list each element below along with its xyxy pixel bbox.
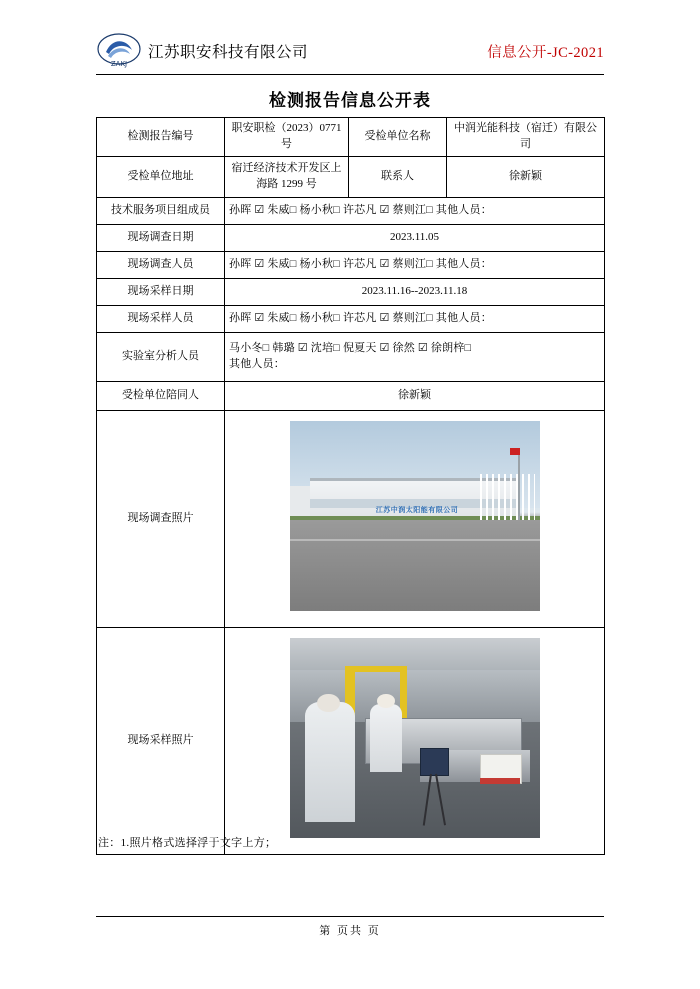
table-row <box>97 118 605 157</box>
cell-escort-label: 受检单位陪同人 <box>97 381 225 410</box>
cell-sampling-date-value: 2023.11.16--2023.11.18 <box>225 278 605 305</box>
photo-road-line <box>290 539 540 541</box>
cell-client-name-label: 受检单位名称 <box>349 118 447 157</box>
logo-text: ZAKJ <box>110 60 128 68</box>
header-divider <box>96 74 604 75</box>
table-row <box>97 332 605 381</box>
cell-sampling-photo <box>225 627 605 854</box>
photo-flag <box>510 448 520 455</box>
table-row <box>97 156 605 197</box>
cell-team-label: 技术服务项目组成员 <box>97 197 225 224</box>
cell-contact-value: 徐新颖 <box>447 156 605 197</box>
page-title: 检测报告信息公开表 <box>269 91 431 110</box>
lab-staff-line-1: 马小冬□ 韩璐 ☑ 沈培□ 倪夏天 ☑ 徐然 ☑ 徐朗梓□ <box>229 341 472 354</box>
table-row <box>97 305 605 332</box>
page-number: 第 页共 页 <box>319 925 381 937</box>
photo-ceiling <box>290 638 540 670</box>
table-row <box>97 278 605 305</box>
cell-survey-staff-label: 现场调查人员 <box>97 251 225 278</box>
cell-survey-photo <box>225 410 605 627</box>
photo-ground <box>290 520 540 611</box>
company-logo-icon <box>96 32 142 70</box>
doc-code: 信息公开-JC-2021 <box>487 44 604 61</box>
sampling-photo-image <box>290 638 540 838</box>
cell-sampling-photo-label: 现场采样照片 <box>97 627 225 854</box>
cell-team-value: 孙晖 ☑ 朱威□ 杨小秋□ 许芯凡 ☑ 蔡则江□ 其他人员： <box>225 197 605 224</box>
footnote: 注：1.照片格式选择浮于文字上方； <box>98 837 277 849</box>
cell-survey-date-value: 2023.11.05 <box>225 224 605 251</box>
cell-sampling-staff-value: 孙晖 ☑ 朱威□ 杨小秋□ 许芯凡 ☑ 蔡则江□ 其他人员： <box>225 305 605 332</box>
photo-machine-frame-top <box>345 666 408 672</box>
sampling-photo-frame <box>290 638 540 838</box>
table-row <box>97 627 605 854</box>
cell-survey-photo-label: 现场调查照片 <box>97 410 225 627</box>
survey-photo-image <box>290 421 540 611</box>
page-header <box>96 28 604 74</box>
footer-divider <box>96 916 604 917</box>
photo-sampling-instrument <box>420 748 450 776</box>
cell-sampling-date-label: 现场采样日期 <box>97 278 225 305</box>
info-table <box>96 117 605 855</box>
table-row <box>97 410 605 627</box>
company-name: 江苏职安科技有限公司 <box>148 44 309 61</box>
cell-survey-staff-value: 孙晖 ☑ 朱威□ 杨小秋□ 许芯凡 ☑ 蔡则江□ 其他人员： <box>225 251 605 278</box>
lab-staff-line-2: 其他人员： <box>229 357 285 370</box>
cell-report-no-label: 检测报告编号 <box>97 118 225 157</box>
survey-photo-frame <box>290 421 540 611</box>
photo-worker-background <box>370 704 403 772</box>
cell-report-no-value: 职安职检（2023）0771 号 <box>225 118 349 157</box>
cell-lab-staff-label: 实验室分析人员 <box>97 332 225 381</box>
header-left-group <box>96 32 308 70</box>
cell-lab-staff-value <box>225 332 605 381</box>
table-row <box>97 381 605 410</box>
cell-client-addr-value: 宿迁经济技术开发区上海路 1299 号 <box>225 156 349 197</box>
photo-flag-pole <box>518 448 520 520</box>
table-row <box>97 224 605 251</box>
cell-survey-date-label: 现场调查日期 <box>97 224 225 251</box>
photo-worker-foreground <box>305 702 355 822</box>
photo-company-sign: 江苏中润太阳能有限公司 <box>375 505 459 514</box>
photo-gate-fence <box>480 474 535 520</box>
photo-worker-foreground-head <box>317 694 340 712</box>
cell-client-name-value: 中润光能科技（宿迁）有限公司 <box>447 118 605 157</box>
cell-escort-value: 徐新颖 <box>225 381 605 410</box>
photo-panel-edge <box>480 778 520 784</box>
cell-contact-label: 联系人 <box>349 156 447 197</box>
table-row <box>97 197 605 224</box>
photo-worker-background-head <box>377 694 395 708</box>
cell-sampling-staff-label: 现场采样人员 <box>97 305 225 332</box>
table-row <box>97 251 605 278</box>
cell-client-addr-label: 受检单位地址 <box>97 156 225 197</box>
